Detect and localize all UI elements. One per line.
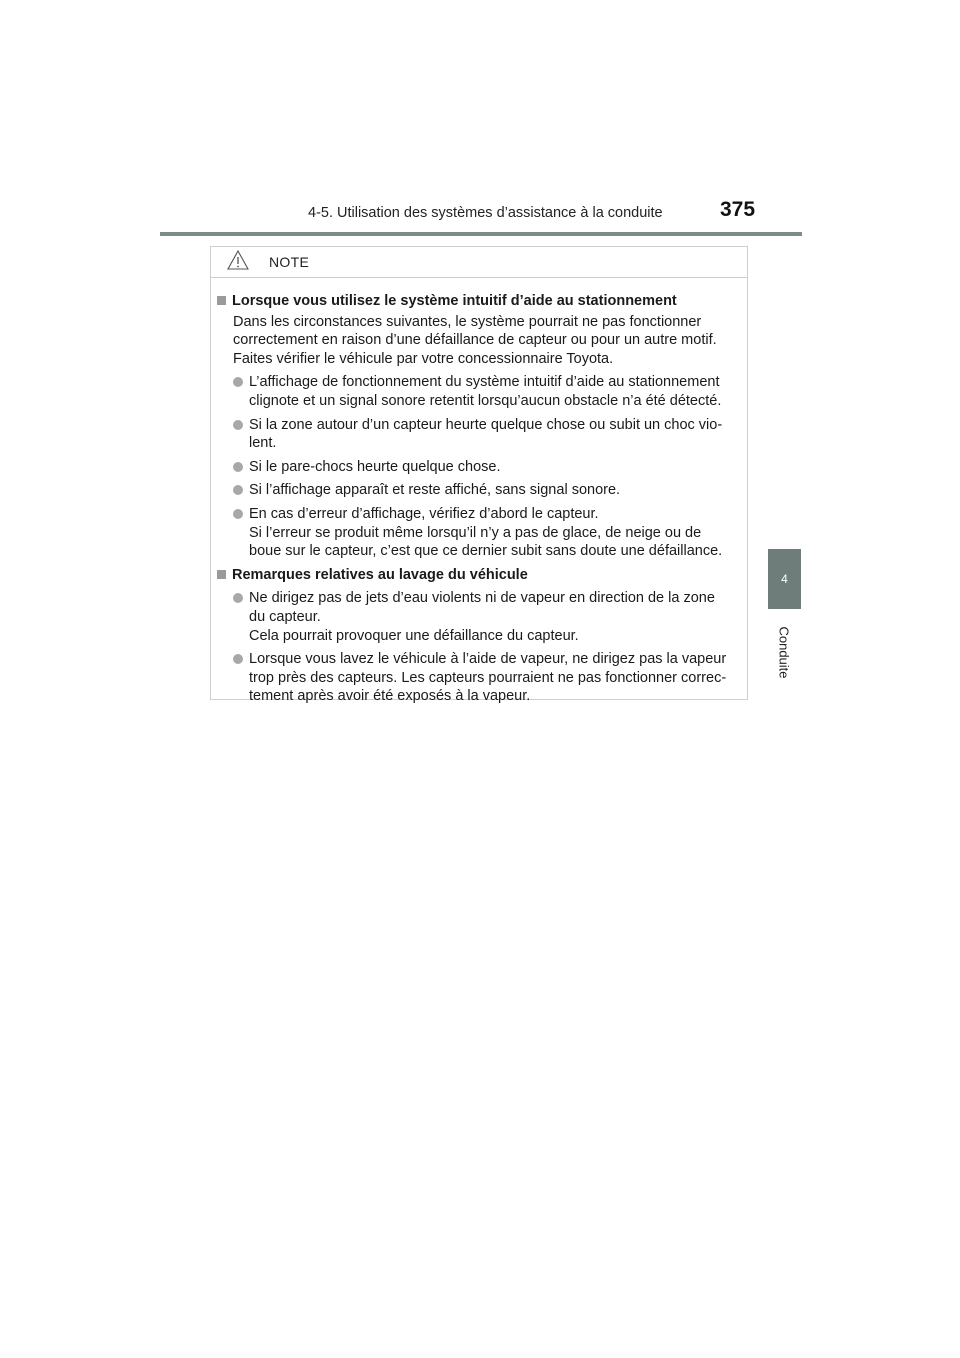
text-line: clignote et un signal sonore retentit lorsqu’aucun obstacle n’a été détecté. (249, 392, 722, 409)
text-line: boue sur le capteur, c’est que ce dernier subit sans doute une défaillance. (249, 543, 723, 560)
text-line: En cas d’erreur d’affichage, vérifiez d’abord le capteur. (249, 505, 599, 522)
text-line: Si l’erreur se produit même lorsqu’il n’y a pas de glace, de neige ou de (249, 524, 702, 541)
warning-triangle-icon (227, 250, 249, 275)
text-line: trop près des capteurs. Les capteurs pourraient ne pas fonctionner correc- (249, 669, 727, 686)
chapter-number: 4 (781, 572, 788, 586)
text-line: L’affichage de fonctionnement du système intuitif d’aide au stationnement (249, 374, 720, 391)
header-divider (160, 232, 802, 236)
chapter-tab (768, 549, 801, 609)
list-item (217, 589, 741, 645)
text-line: Lorsque vous lavez le véhicule à l’aide de vapeur, ne dirigez pas la vapeur (249, 651, 727, 668)
text-line: lent. (249, 435, 277, 452)
bullet-dot-icon (233, 462, 243, 472)
square-bullet-icon (217, 296, 226, 305)
text-line: Si l’affichage apparaît et reste affiché, sans signal sonore. (249, 482, 621, 499)
chapter-label (761, 622, 807, 682)
text-line: Si la zone autour d’un capteur heurte quelque chose ou subit un choc vio- (249, 416, 723, 433)
note-body (211, 278, 747, 706)
section-title-text: Remarques relatives au lavage du véhicule (232, 566, 528, 583)
list-item (217, 481, 741, 500)
text-line: du capteur. (249, 608, 321, 625)
note-box (210, 246, 748, 705)
bullet-dot-icon (233, 593, 243, 603)
list-item (217, 505, 741, 561)
note-header (211, 247, 747, 278)
bullet-dot-icon (233, 509, 243, 519)
text-line: tement après avoir été exposés à la vapeur. (249, 688, 531, 705)
section-title-text: Lorsque vous utilisez le système intuitif d’aide au stationnement (232, 293, 677, 309)
text-line: correctement en raison d’une défaillance de capteur ou pour un autre motif. (233, 332, 717, 349)
bullet-dot-icon (233, 420, 243, 430)
bullet-dot-icon (233, 654, 243, 664)
section-heading: 4-5. Utilisation des systèmes d’assistance à la conduite (308, 205, 663, 221)
text-line: Si le pare-chocs heurte quelque chose. (249, 458, 501, 475)
text-line: Cela pourrait provoquer une défaillance du capteur. (249, 627, 579, 644)
list-item (217, 458, 741, 477)
section-title (217, 566, 741, 585)
section-title (217, 292, 741, 311)
list-item (217, 373, 741, 410)
chapter-label-text: Conduite (776, 625, 792, 679)
square-bullet-icon (217, 570, 226, 579)
text-line: Ne dirigez pas de jets d’eau violents ni de vapeur en direction de la zone (249, 590, 715, 607)
text-line: Dans les circonstances suivantes, le système pourrait ne pas fonctionner (233, 313, 702, 330)
bullet-dot-icon (233, 377, 243, 387)
list-item (217, 416, 741, 453)
note-title: NOTE (269, 254, 310, 270)
list-item (217, 650, 741, 706)
text-line: Faites vérifier le véhicule par votre concessionnaire Toyota. (233, 350, 614, 367)
bullet-dot-icon (233, 485, 243, 495)
page-number: 375 (720, 198, 756, 221)
intro-paragraph (233, 313, 741, 369)
